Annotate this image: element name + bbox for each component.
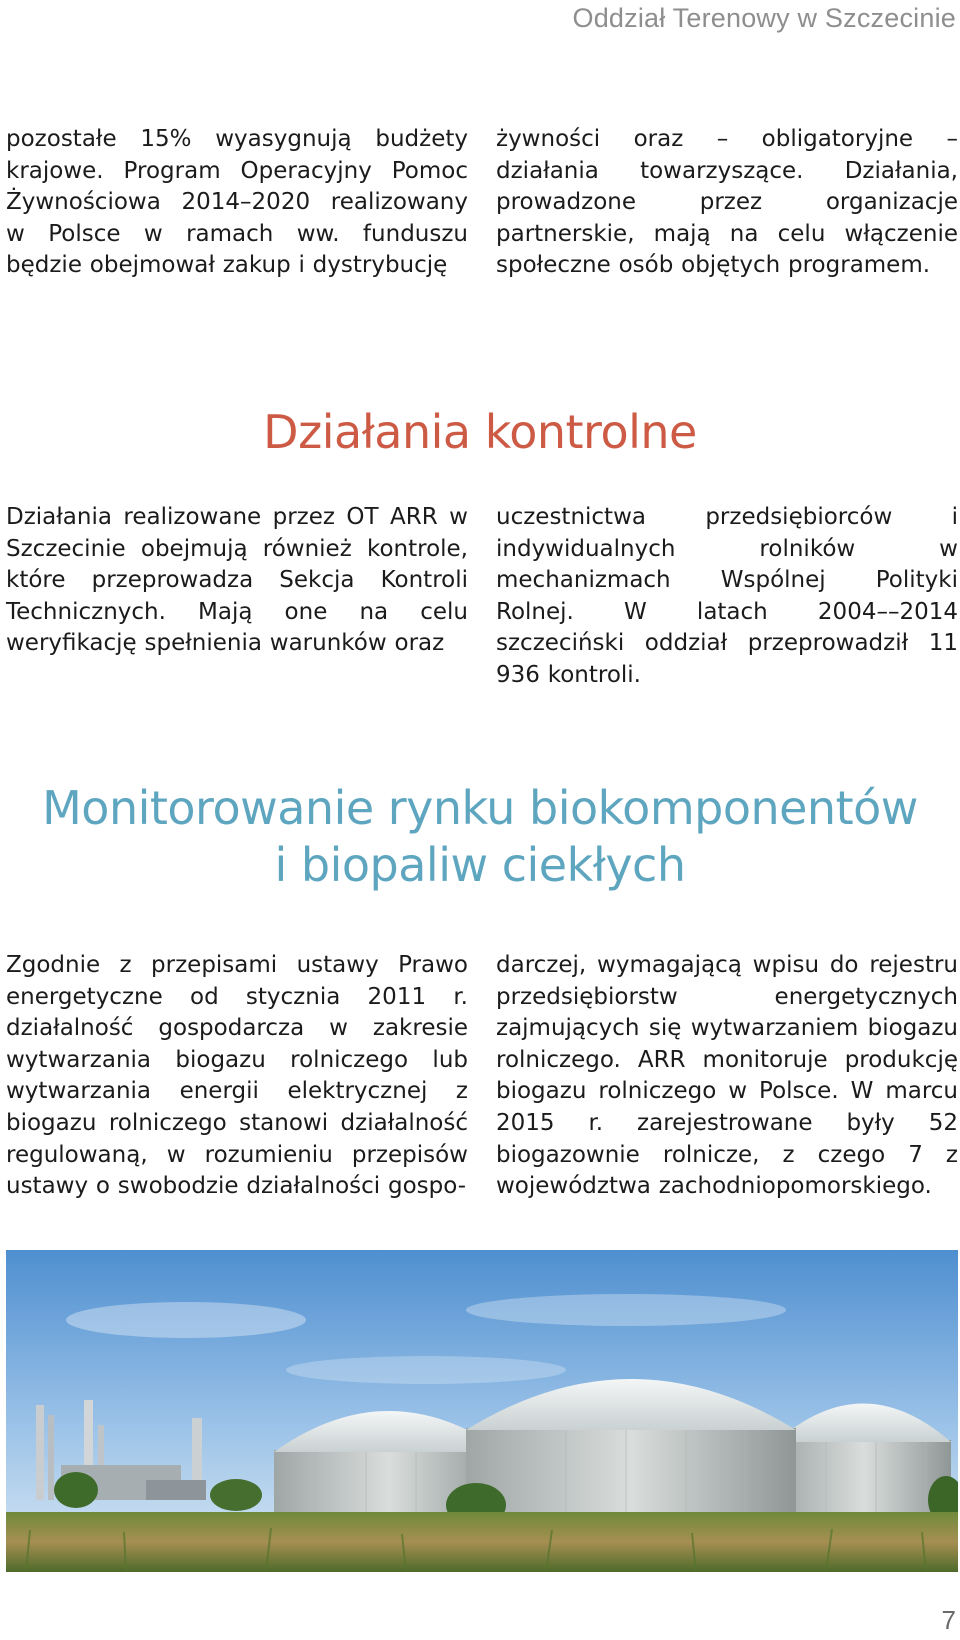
biofuel-text bbox=[6, 950, 958, 1203]
biofuel-right-paragraph: darczej, wymagającą wpisu do rejestru przedsiębiorstw energetycznych zajmujących się wytwarzaniem biogazu rolniczego. ARR monitoruje produkcję biogazu rolniczego w Polsce. W marcu 2015 r. zarejestrowane były 52 biogazownie rolnicze, z czego 7 z województwa zachodniopomorskiego. bbox=[496, 952, 958, 1200]
intro-text bbox=[6, 124, 958, 282]
biogas-plant-photo bbox=[6, 1250, 958, 1572]
biofuel-heading-line2: i biopaliw ciekłych bbox=[274, 838, 686, 892]
intro-right-paragraph: żywności oraz – obligatoryjne – działania towarzyszące. Działania, prowadzone przez organizacje partnerskie, mają na celu włączenie społeczne osób objętych programem. bbox=[496, 126, 958, 279]
control-text bbox=[6, 502, 958, 692]
biofuel-right-column bbox=[496, 950, 958, 1203]
biofuel-heading bbox=[0, 780, 960, 894]
running-header: Oddział Terenowy w Szczecinie bbox=[572, 3, 956, 33]
biofuel-left-paragraph: Zgodnie z przepisami ustawy Prawo energetyczne od stycznia 2011 r. działalność gospodarcza w zakresie wytwarzania biogazu rolniczego lub wytwarzania energii elektrycznej z biogazu rolniczego stanowi działalność regulowaną, w rozumieniu przepisów ustawy o swobodzie działalności gospo- bbox=[6, 952, 468, 1200]
control-right-paragraph: uczestnictwa przedsiębiorców i indywidualnych rolników w mechanizmach Wspólnej Polityki Rolnej. W latach 2004––2014 szczeciński oddział przeprowadził 11 936 kontroli. bbox=[496, 504, 958, 688]
control-left-column bbox=[6, 502, 468, 692]
biofuel-left-column bbox=[6, 950, 468, 1203]
intro-left-column bbox=[6, 124, 468, 282]
control-left-paragraph: Działania realizowane przez OT ARR w Szczecinie obejmują również kontrole, które przeprowadza Sekcja Kontroli Technicznych. Mają one na celu weryfikację spełnienia warunków oraz bbox=[6, 504, 468, 657]
intro-left-paragraph: pozostałe 15% wyasygnują budżety krajowe. Program Operacyjny Pomoc Żywnościowa 2014–2020 realizowany w Polsce w ramach ww. funduszu będzie obejmował zakup i dystrybucję bbox=[6, 126, 468, 279]
control-right-column bbox=[496, 502, 958, 692]
biofuel-heading-line1: Monitorowanie rynku biokomponentów bbox=[42, 781, 918, 835]
intro-right-column bbox=[496, 124, 958, 282]
page-number: 7 bbox=[941, 1605, 956, 1635]
control-heading: Działania kontrolne bbox=[263, 405, 697, 459]
